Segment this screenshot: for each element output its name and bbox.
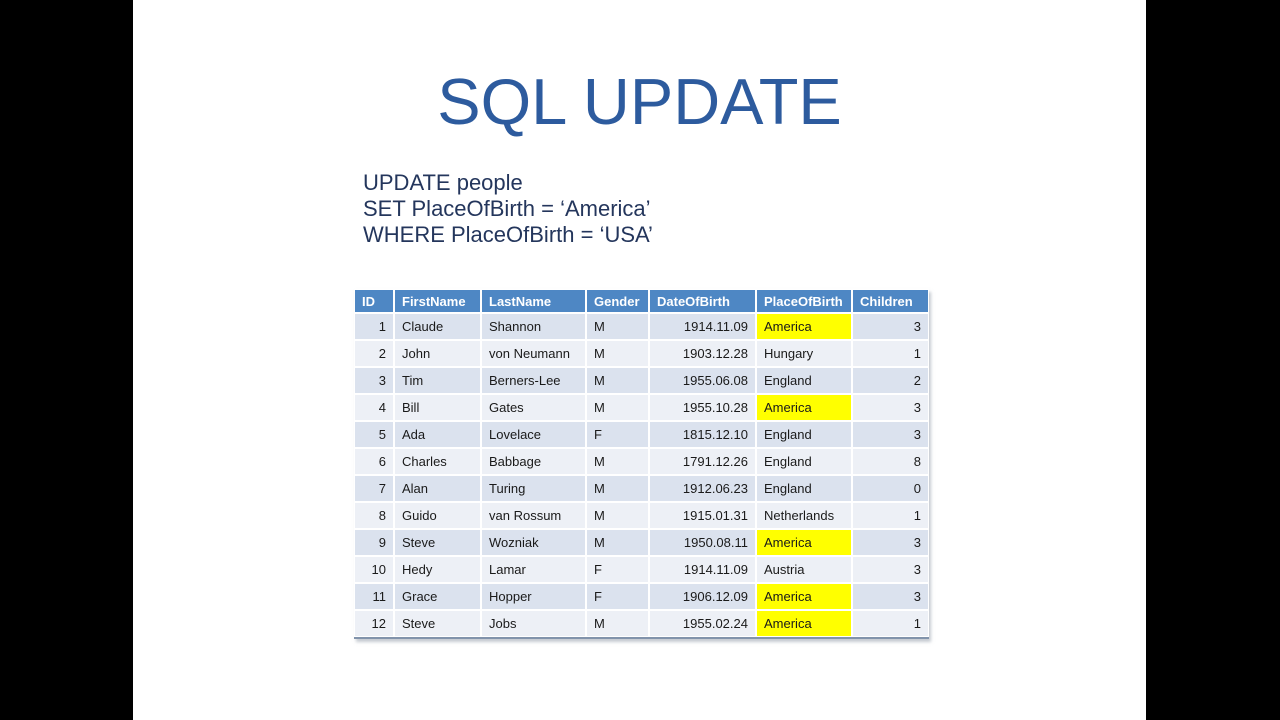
table-cell-firstname: Alan bbox=[394, 475, 481, 502]
table-cell-gender: M bbox=[586, 394, 649, 421]
table-cell-id: 2 bbox=[354, 340, 394, 367]
table-cell-firstname: Tim bbox=[394, 367, 481, 394]
table-cell-lastname: Jobs bbox=[481, 610, 586, 637]
column-header-id: ID bbox=[354, 289, 394, 313]
table-cell-id: 11 bbox=[354, 583, 394, 610]
table-cell-dateofbirth: 1791.12.26 bbox=[649, 448, 756, 475]
letterbox-right bbox=[1146, 0, 1280, 720]
people-table bbox=[354, 289, 929, 639]
table-cell-children: 1 bbox=[852, 610, 929, 637]
table-cell-gender: F bbox=[586, 583, 649, 610]
table-cell-id: 10 bbox=[354, 556, 394, 583]
table-cell-children: 2 bbox=[852, 367, 929, 394]
table-cell-firstname: Steve bbox=[394, 610, 481, 637]
table-cell-id: 12 bbox=[354, 610, 394, 637]
table-cell-gender: F bbox=[586, 556, 649, 583]
table-cell-children: 3 bbox=[852, 583, 929, 610]
table-cell-firstname: Guido bbox=[394, 502, 481, 529]
table-cell-firstname: Hedy bbox=[394, 556, 481, 583]
table-cell-lastname: von Neumann bbox=[481, 340, 586, 367]
table-cell-placeofbirth: England bbox=[756, 421, 852, 448]
slide-title: SQL UPDATE bbox=[437, 65, 842, 138]
table-cell-firstname: Bill bbox=[394, 394, 481, 421]
table-row bbox=[354, 421, 929, 448]
table-cell-dateofbirth: 1955.06.08 bbox=[649, 367, 756, 394]
table-cell-firstname: Claude bbox=[394, 313, 481, 340]
table-cell-children: 3 bbox=[852, 313, 929, 340]
table-cell-gender: M bbox=[586, 610, 649, 637]
column-header-lastname: LastName bbox=[481, 289, 586, 313]
table-cell-firstname: Steve bbox=[394, 529, 481, 556]
table-cell-firstname: John bbox=[394, 340, 481, 367]
table-cell-gender: M bbox=[586, 367, 649, 394]
table-cell-children: 8 bbox=[852, 448, 929, 475]
table-cell-dateofbirth: 1955.10.28 bbox=[649, 394, 756, 421]
sql-line-where: WHERE PlaceOfBirth = ‘USA’ bbox=[363, 222, 653, 247]
sql-line-update: UPDATE people bbox=[363, 170, 523, 195]
table-cell-id: 3 bbox=[354, 367, 394, 394]
table-cell-placeofbirth: America bbox=[756, 529, 852, 556]
table-row bbox=[354, 340, 929, 367]
table-cell-placeofbirth: England bbox=[756, 367, 852, 394]
table-cell-lastname: Lamar bbox=[481, 556, 586, 583]
table-cell-placeofbirth: Austria bbox=[756, 556, 852, 583]
table-cell-placeofbirth: America bbox=[756, 610, 852, 637]
table-cell-lastname: Shannon bbox=[481, 313, 586, 340]
column-header-gender: Gender bbox=[586, 289, 649, 313]
table-cell-firstname: Grace bbox=[394, 583, 481, 610]
table-cell-dateofbirth: 1950.08.11 bbox=[649, 529, 756, 556]
letterbox-left bbox=[0, 0, 133, 720]
sql-line-set: SET PlaceOfBirth = ‘America’ bbox=[363, 196, 651, 221]
column-header-children: Children bbox=[852, 289, 929, 313]
table-row bbox=[354, 394, 929, 421]
sql-statement bbox=[363, 170, 653, 248]
table-row bbox=[354, 583, 929, 610]
table-cell-dateofbirth: 1914.11.09 bbox=[649, 313, 756, 340]
table-row bbox=[354, 475, 929, 502]
table-cell-dateofbirth: 1914.11.09 bbox=[649, 556, 756, 583]
table-cell-dateofbirth: 1915.01.31 bbox=[649, 502, 756, 529]
table-row bbox=[354, 556, 929, 583]
table-cell-placeofbirth: England bbox=[756, 448, 852, 475]
column-header-dateofbirth: DateOfBirth bbox=[649, 289, 756, 313]
table-cell-placeofbirth: Netherlands bbox=[756, 502, 852, 529]
table-row bbox=[354, 313, 929, 340]
table-cell-children: 1 bbox=[852, 340, 929, 367]
table-cell-lastname: Turing bbox=[481, 475, 586, 502]
table-cell-children: 3 bbox=[852, 529, 929, 556]
table-cell-dateofbirth: 1912.06.23 bbox=[649, 475, 756, 502]
table-cell-gender: M bbox=[586, 502, 649, 529]
table-cell-id: 6 bbox=[354, 448, 394, 475]
table-cell-gender: M bbox=[586, 313, 649, 340]
table-row bbox=[354, 610, 929, 637]
table-cell-id: 7 bbox=[354, 475, 394, 502]
table-cell-firstname: Ada bbox=[394, 421, 481, 448]
table-cell-gender: M bbox=[586, 340, 649, 367]
table-cell-dateofbirth: 1815.12.10 bbox=[649, 421, 756, 448]
table-cell-lastname: Babbage bbox=[481, 448, 586, 475]
table-cell-placeofbirth: America bbox=[756, 313, 852, 340]
table-cell-placeofbirth: Hungary bbox=[756, 340, 852, 367]
table-cell-children: 3 bbox=[852, 394, 929, 421]
table-cell-dateofbirth: 1906.12.09 bbox=[649, 583, 756, 610]
table-row bbox=[354, 529, 929, 556]
table-cell-firstname: Charles bbox=[394, 448, 481, 475]
table-cell-lastname: Lovelace bbox=[481, 421, 586, 448]
table-cell-children: 0 bbox=[852, 475, 929, 502]
table-cell-gender: F bbox=[586, 421, 649, 448]
table-cell-id: 8 bbox=[354, 502, 394, 529]
table-cell-lastname: Wozniak bbox=[481, 529, 586, 556]
table-cell-children: 3 bbox=[852, 421, 929, 448]
table-cell-lastname: Hopper bbox=[481, 583, 586, 610]
table-cell-dateofbirth: 1955.02.24 bbox=[649, 610, 756, 637]
table-cell-placeofbirth: America bbox=[756, 394, 852, 421]
table-cell-lastname: Gates bbox=[481, 394, 586, 421]
table-cell-id: 4 bbox=[354, 394, 394, 421]
table-cell-lastname: Berners-Lee bbox=[481, 367, 586, 394]
table-cell-placeofbirth: England bbox=[756, 475, 852, 502]
table-cell-gender: M bbox=[586, 529, 649, 556]
column-header-firstname: FirstName bbox=[394, 289, 481, 313]
slide bbox=[133, 0, 1146, 720]
table-row bbox=[354, 502, 929, 529]
table-cell-id: 5 bbox=[354, 421, 394, 448]
table-cell-gender: M bbox=[586, 475, 649, 502]
table-cell-placeofbirth: America bbox=[756, 583, 852, 610]
table-cell-dateofbirth: 1903.12.28 bbox=[649, 340, 756, 367]
table-cell-children: 3 bbox=[852, 556, 929, 583]
table-cell-lastname: van Rossum bbox=[481, 502, 586, 529]
table-cell-id: 9 bbox=[354, 529, 394, 556]
table-row bbox=[354, 367, 929, 394]
table-cell-children: 1 bbox=[852, 502, 929, 529]
table-header-row bbox=[354, 289, 929, 313]
table-cell-id: 1 bbox=[354, 313, 394, 340]
table-row bbox=[354, 448, 929, 475]
column-header-placeofbirth: PlaceOfBirth bbox=[756, 289, 852, 313]
table-cell-gender: M bbox=[586, 448, 649, 475]
